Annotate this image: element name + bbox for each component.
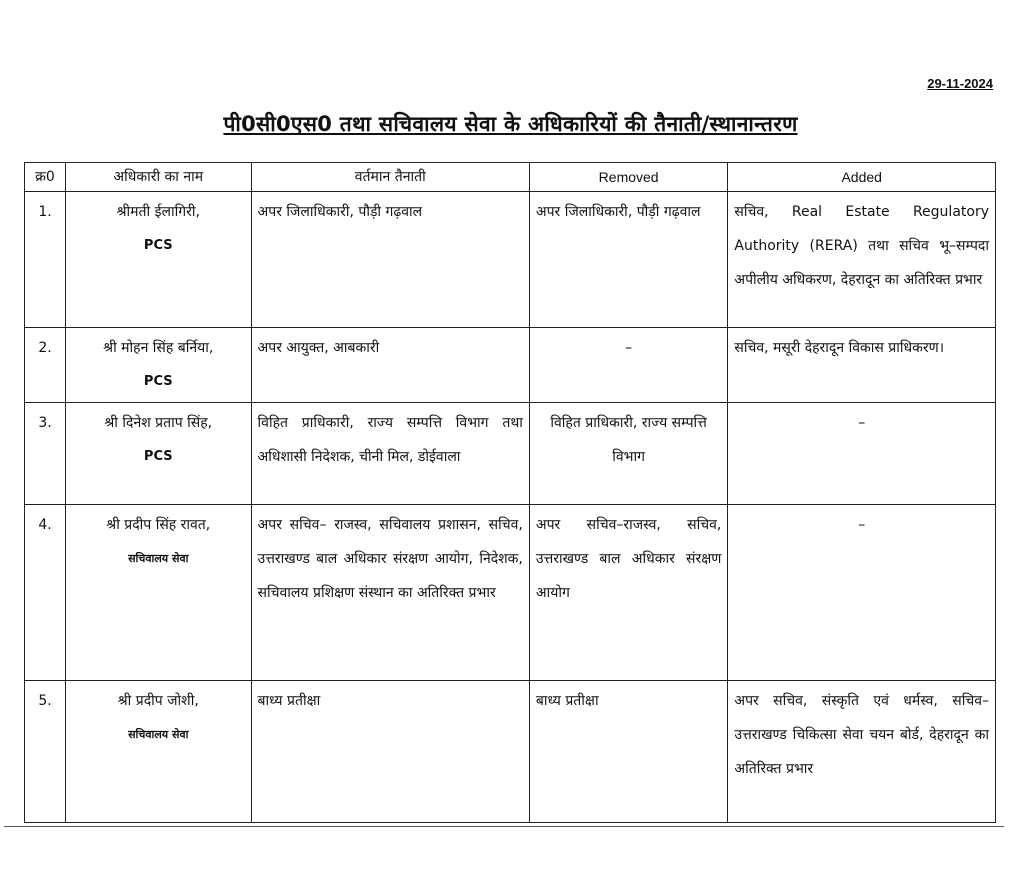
header-removed: Removed — [529, 163, 728, 192]
serial-cell: 4. — [25, 505, 66, 681]
removed-cell: अपर जिलाधिकारी, पौड़ी गढ़वाल — [529, 192, 728, 328]
removed-cell: – — [529, 328, 728, 403]
document-title: पी0सी0एस0 तथा सचिवालय सेवा के अधिकारियों की तैनाती/स्थानान्तरण — [223, 112, 798, 136]
document-date: 29-11-2024 — [927, 76, 993, 91]
officer-service: PCS — [143, 449, 173, 464]
officer-name-cell — [65, 403, 251, 505]
serial-cell: 3. — [25, 403, 66, 505]
table-row — [25, 328, 996, 403]
current-posting-cell: विहित प्राधिकारी, राज्य सम्पत्ति विभाग तथा अधिशासी निदेशक, चीनी मिल, डोईवाला — [251, 403, 529, 505]
serial-cell: 1. — [25, 192, 66, 328]
officer-service: सचिवालय सेवा — [128, 728, 189, 741]
officer-name: श्री प्रदीप सिंह रावत, — [106, 517, 211, 533]
officer-name-cell — [65, 192, 251, 328]
added-cell: – — [728, 403, 996, 505]
added-cell: सचिव, Real Estate Regulatory Authority (RERA) तथा सचिव भू–सम्पदा अपीलीय अधिकरण, देहरादून का अतिरिक्त प्रभार — [728, 192, 996, 328]
removed-cell: बाध्य प्रतीक्षा — [529, 681, 728, 823]
officer-name: श्री प्रदीप जोशी, — [117, 693, 199, 709]
current-posting-cell: अपर सचिव– राजस्व, सचिवालय प्रशासन, सचिव, उत्तराखण्ड बाल अधिकार संरक्षण आयोग, निदेशक, सचिवालय प्रशिक्षण संस्थान का अतिरिक्त प्रभार — [251, 505, 529, 681]
officer-service: सचिवालय सेवा — [128, 552, 189, 565]
header-current-posting: वर्तमान तैनाती — [251, 163, 529, 192]
current-posting-cell: अपर जिलाधिकारी, पौड़ी गढ़वाल — [251, 192, 529, 328]
table-row — [25, 192, 996, 328]
officer-name: श्री दिनेश प्रताप सिंह, — [104, 415, 213, 431]
officer-name: श्री मोहन सिंह बर्निया, — [103, 340, 214, 356]
officer-name-cell — [65, 328, 251, 403]
officer-name: श्रीमती ईलागिरी, — [116, 204, 200, 220]
serial-cell: 2. — [25, 328, 66, 403]
added-cell: अपर सचिव, संस्कृति एवं धर्मस्व, सचिव–उत्तराखण्ड चिकित्सा सेवा चयन बोर्ड, देहरादून का अतिरिक्त प्रभार — [728, 681, 996, 823]
table-row — [25, 505, 996, 681]
officer-name-cell — [65, 505, 251, 681]
table-header-row — [25, 163, 996, 192]
officer-service: PCS — [143, 374, 173, 389]
officer-name-cell — [65, 681, 251, 823]
bottom-divider — [4, 826, 1004, 827]
header-serial: क्र0 — [25, 163, 66, 192]
officer-service: PCS — [143, 238, 173, 253]
removed-cell: अपर सचिव–राजस्व, सचिव, उत्तराखण्ड बाल अधिकार संरक्षण आयोग — [529, 505, 728, 681]
added-cell: सचिव, मसूरी देहरादून विकास प्राधिकरण। — [728, 328, 996, 403]
transfer-table — [24, 162, 996, 823]
added-cell: – — [728, 505, 996, 681]
removed-cell: विहित प्राधिकारी, राज्य सम्पत्ति विभाग — [529, 403, 728, 505]
table-row — [25, 681, 996, 823]
current-posting-cell: अपर आयुक्त, आबकारी — [251, 328, 529, 403]
header-added: Added — [728, 163, 996, 192]
serial-cell: 5. — [25, 681, 66, 823]
header-officer-name: अधिकारी का नाम — [65, 163, 251, 192]
current-posting-cell: बाध्य प्रतीक्षा — [251, 681, 529, 823]
table-row — [25, 403, 996, 505]
